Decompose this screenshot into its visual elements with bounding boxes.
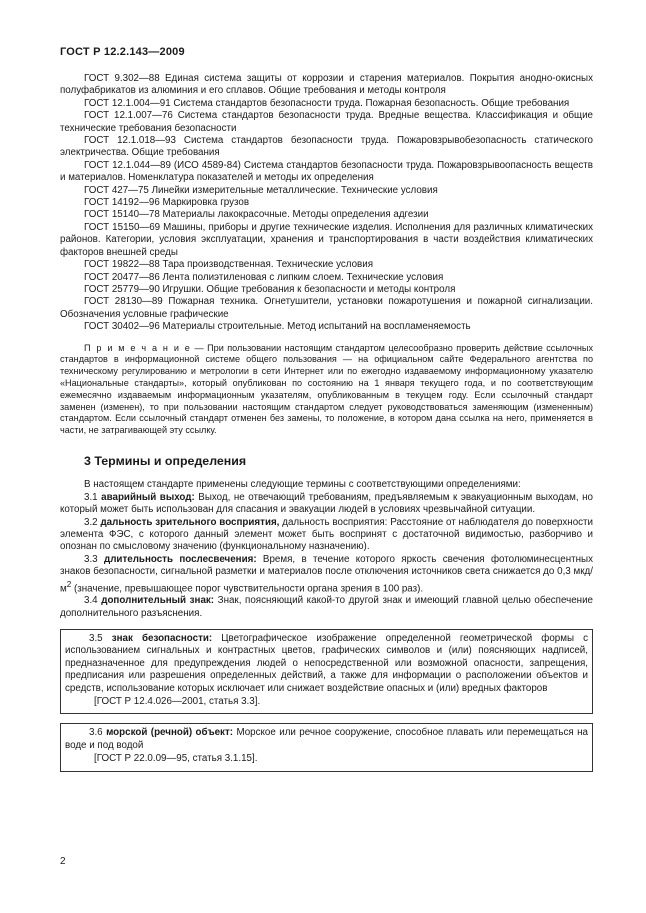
boxed-term — [60, 629, 593, 714]
term-number: 3.4 — [84, 595, 98, 607]
note-text: — При пользовании настоящим стандартом целесообразно проверить действие ссылочных стандартов в информационной системе общего пользования — на официальном сайте Федерального агентства по техническому регулированию и метрологии в сети Интернет или по ежегодно издаваемому информационному указателю «Национальные стандарты», который опубликован по состоянию на 1 января текущего года, и по соответствующим ежемесячно издаваемым информационным указателям, опубликованным в текущем году. Если ссылочный стандарт заменен (изменен), то при пользовании настоящим стандартом следует руководствоваться заменяющим (измененным) стандартом. Если ссылочный стандарт отменен без замены, то положение, в котором дана ссылка на него, применяется в части, не затрагивающей эту ссылку. — [60, 342, 593, 436]
reference-item: ГОСТ 12.1.018—93 Система стандартов безопасности труда. Пожаровзрывобезопасность статического электричества. Общие требования — [60, 135, 593, 159]
boxed-term — [60, 723, 593, 771]
term-text: Цветографическое изображение определенной геометрической формы с использованием сигнальных и контрастных цветов, графических символов и (или) поясняющих надписей, предназначенное для предупреждения людей о непосредственной или возможной опасности, запрещения, предписания или разрешения определенных действий, а также для информации о расположении объектов и средств, использование которых исключает или снижает воздействие опасных и (или) вредных факторов — [65, 633, 588, 694]
reference-item: ГОСТ 28130—89 Пожарная техника. Огнетушители, установки пожаротушения и пожарной сигнализации. Обозначения условные графические — [60, 296, 593, 320]
term-source: [ГОСТ Р 12.4.026—2001, статья 3.3]. — [94, 696, 261, 708]
page-content — [60, 73, 593, 772]
term-name: знак безопасности: — [111, 633, 213, 645]
page-number: 2 — [60, 856, 66, 867]
term-text: Знак, поясняющий какой-то другой знак и имеющий главной целью обеспечение дополнительного разъяснения. — [60, 595, 593, 619]
superscript: 2 — [66, 579, 72, 589]
reference-item: ГОСТ 14192—96 Маркировка грузов — [84, 197, 250, 209]
term-text: (значение, превышающее порог чувствительности органа зрения в 100 раз). — [71, 582, 424, 594]
reference-item: ГОСТ 12.1.044—89 (ИСО 4589-84) Система стандартов безопасности труда. Пожаровзрывоопасность веществ и материалов. Номенклатура показателей и методы их определения — [60, 159, 593, 184]
section-intro: В настоящем стандарте применены следующие термины с соответствующими определениями: — [84, 479, 521, 491]
term-name: дополнительный знак: — [101, 595, 215, 607]
term-text: Выход, не отвечающий требованиям, предъявляемым к эвакуационным выходам, но который может быть использован для спасания и эвакуации людей в условиях чрезвычайной ситуации. — [60, 491, 593, 516]
term-definition — [65, 727, 588, 752]
reference-item: ГОСТ 30402—96 Материалы строительные. Метод испытаний на воспламеняемость — [84, 321, 471, 333]
reference-item: ГОСТ 19822—88 Тара производственная. Технические условия — [84, 259, 374, 271]
term-definition — [60, 595, 593, 620]
reference-item: ГОСТ 12.1.004—91 Система стандартов безопасности труда. Пожарная безопасность. Общие требования — [84, 97, 570, 109]
term-definition — [60, 492, 593, 517]
reference-item: ГОСТ 25779—90 Игрушки. Общие требования к безопасности и методы контроля — [84, 283, 456, 295]
term-name: дальность зрительного восприятия, — [100, 516, 280, 528]
term-text: дальность восприятия: Расстояние от наблюдателя до поверхности элемента ФЭС, с которого данный элемент может быть воспринят с достаточной видимостью, разборчиво и опознан по смысловому значению (функциональному назначению). — [60, 516, 594, 553]
note-paragraph — [60, 343, 593, 437]
term-name: длительность послесвечения: — [103, 553, 257, 565]
note-label: П р и м е ч а н и е — [84, 342, 192, 353]
term-name: аварийный выход: — [101, 491, 195, 503]
reference-item: ГОСТ 15140—78 Материалы лакокрасочные. Методы определения адгезии — [84, 209, 429, 221]
term-name: морской (речной) объект: — [106, 727, 234, 739]
term-text: Морское или речное сооружение, способное плавать или перемещаться на воде и под водой — [65, 727, 589, 751]
term-number: 3.5 — [89, 633, 103, 645]
reference-item: ГОСТ 427—75 Линейки измерительные металлические. Технические условия — [84, 184, 438, 196]
term-text: Время, в течение которого яркость свечения фотолюминесцентных знаков безопасности, сигнальной разметки и материалов после отключения источников света снижается до 0,3 мкд/м — [60, 553, 593, 594]
term-number: 3.6 — [89, 727, 103, 739]
reference-item: ГОСТ 9.302—88 Единая система защиты от коррозии и старения материалов. Покрытия анодно-окисных полуфабрикатов из алюминия и его сплавов. Общие требования и методы контроля — [60, 73, 593, 97]
term-definition — [60, 554, 593, 595]
term-number: 3.3 — [84, 553, 98, 565]
term-number: 3.2 — [84, 516, 98, 528]
standard-code-header: ГОСТ Р 12.2.143—2009 — [60, 46, 185, 58]
term-number: 3.1 — [84, 491, 98, 503]
term-definition — [65, 633, 588, 695]
term-definition — [60, 517, 593, 554]
reference-item: ГОСТ 20477—86 Лента полиэтиленовая с липким слоем. Технические условия — [84, 271, 444, 283]
normative-references-list — [60, 73, 593, 334]
reference-item: ГОСТ 15150—69 Машины, приборы и другие технические изделия. Исполнения для различных климатических районов. Категории, условия эксплуатации, хранения и транспортирования в части воздействия климатических факторов внешней среды — [60, 221, 593, 258]
section-title: 3 Термины и определения — [84, 453, 247, 468]
reference-item: ГОСТ 12.1.007—76 Система стандартов безопасности труда. Вредные вещества. Классификация и общие технические требования безопасности — [60, 110, 593, 134]
term-source: [ГОСТ Р 22.0.09—95, статья 3.1.15]. — [94, 753, 258, 765]
